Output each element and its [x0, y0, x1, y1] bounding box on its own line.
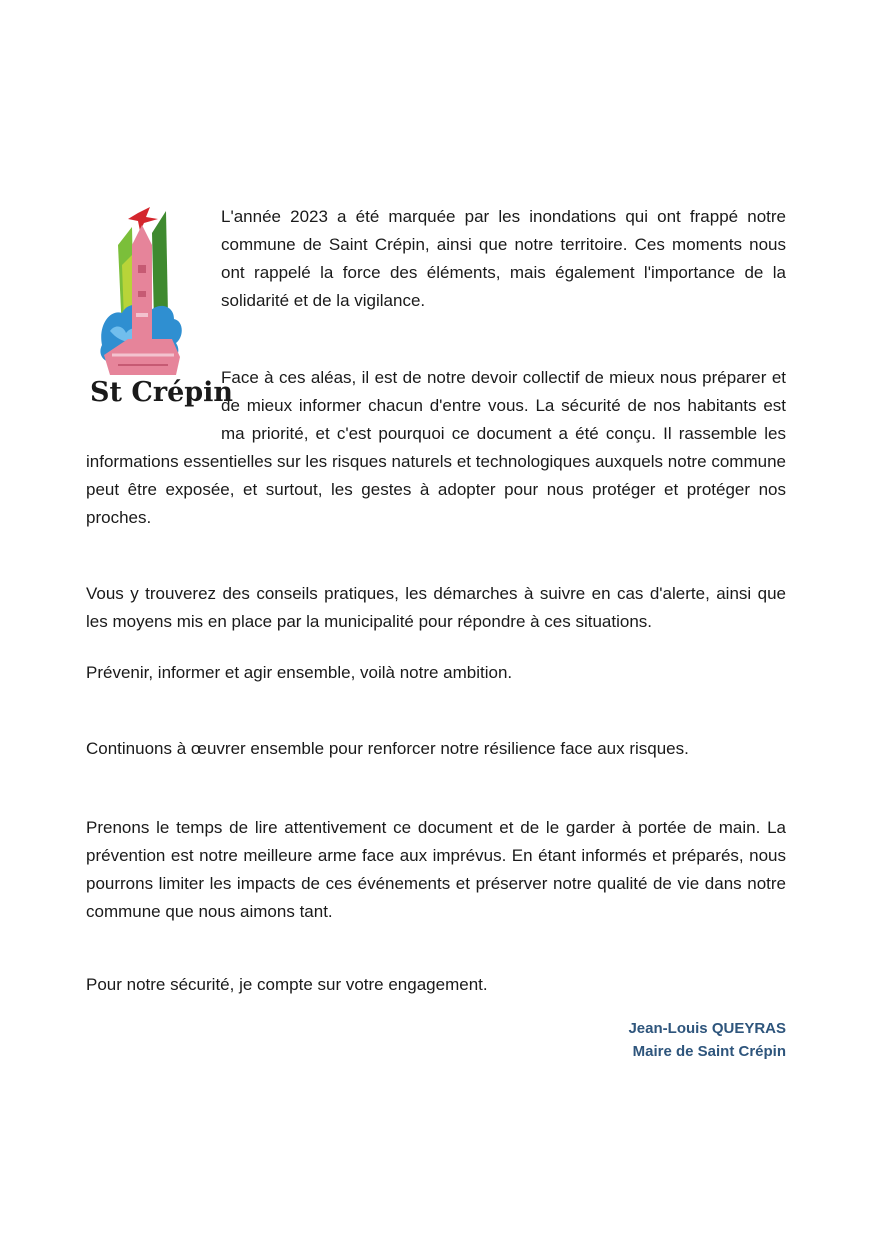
paragraph-prevention: Face à ces aléas, il est de notre devoir collectif de mieux nous préparer et de mieux informer chacun d'entre vous. La sécurité de nos habitants est ma priorité, et c'est pourquoi ce document a été conçu. Il rassemble les informations essentielles sur les risques naturels et technologiques auxquels notre commune peut être exposée, et surtout, les gestes à adopter pour nous protéger et protéger nos proches.	[86, 368, 786, 527]
tower-window-1	[138, 265, 146, 273]
tower-window-2	[138, 291, 146, 297]
logo-float-spacer	[86, 364, 221, 448]
signature-title: Maire de Saint Crépin	[632, 1043, 786, 1060]
logo-text: St Crépin	[90, 377, 234, 408]
paragraph-read-document: Prenons le temps de lire attentivement ce document et de le garder à portée de main. La prévention est notre meilleure arme face aux imprévus. En étant informés et préparés, nous pourrons limiter les impacts de ces événements et préserver notre qualité de vie dans notre commune que nous aimons tant.	[86, 818, 786, 921]
church-spire	[132, 225, 152, 245]
signature-block	[628, 1017, 786, 1063]
paragraph-intro: L'année 2023 a été marquée par les inondations qui ont frappé notre commune de Saint Crépin, ainsi que notre territoire. Ces moments nous ont rappelé la force des éléments, mais également l'importance de la solidarité et de la vigilance.	[221, 207, 786, 310]
paragraph-resilience: Continuons à œuvrer ensemble pour renforcer notre résilience face aux risques.	[86, 739, 689, 758]
signature-name: Jean-Louis QUEYRAS	[628, 1020, 786, 1037]
paragraph-advice: Vous y trouverez des conseils pratiques, les démarches à suivre en cas d'alerte, ainsi que les moyens mis en place par la municipalité pour répondre à ces situations.	[86, 584, 786, 631]
paragraph-engagement: Pour notre sécurité, je compte sur votre engagement.	[86, 975, 488, 994]
paragraph-prevention-wrap	[86, 364, 786, 532]
tower-band	[136, 313, 148, 317]
paragraph-ambition: Prévenir, informer et agir ensemble, voilà notre ambition.	[86, 663, 513, 682]
